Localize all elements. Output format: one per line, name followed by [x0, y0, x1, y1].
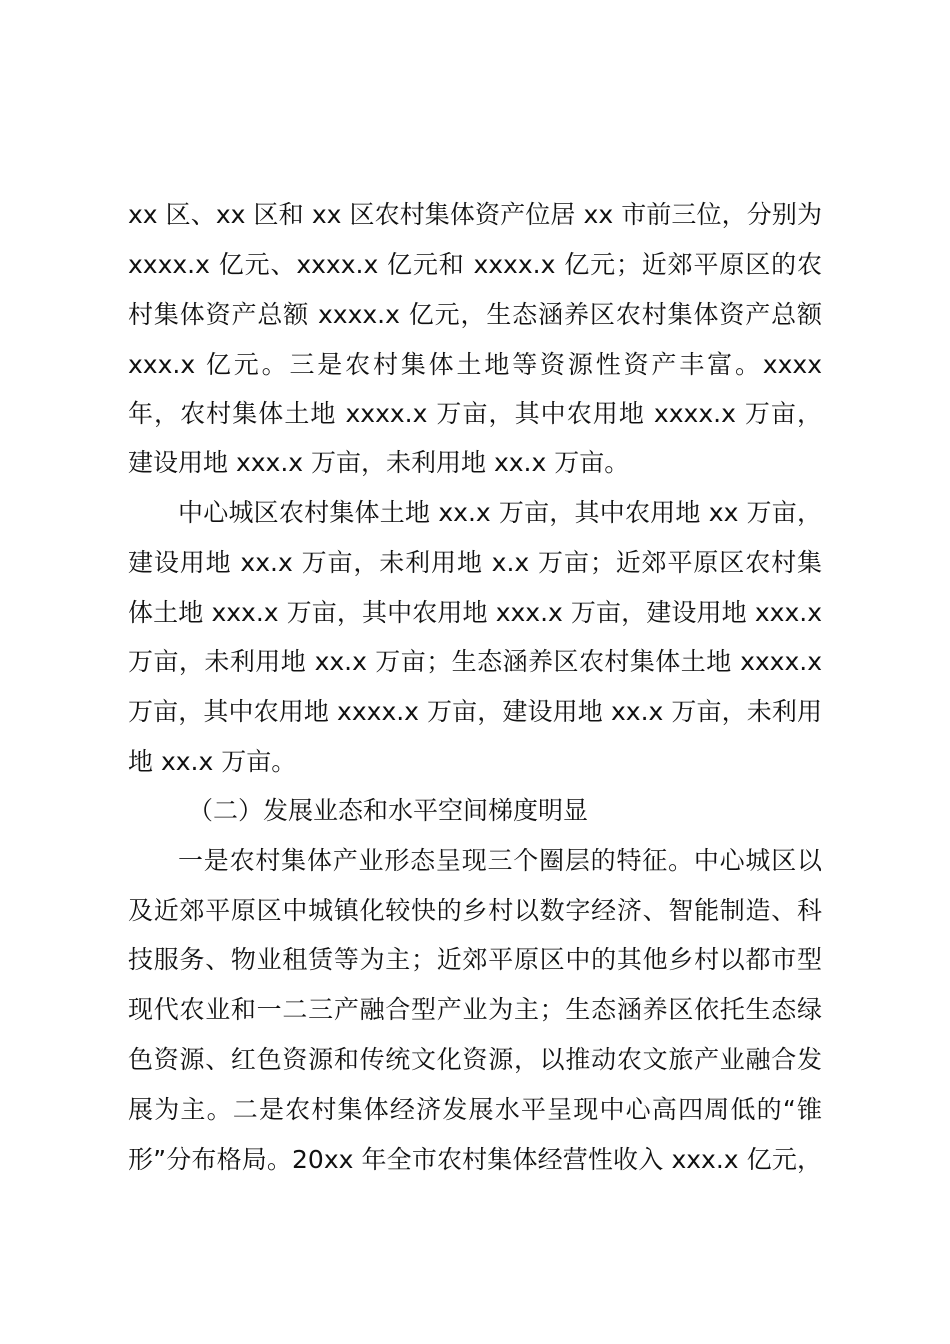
paragraph-line: 地 xx.x 万亩。 — [128, 747, 297, 776]
paragraph-line: 年，农村集体土地 xxxx.x 万亩，其中农用地 xxxx.x 万亩， — [128, 399, 822, 428]
paragraph-line: 村集体资产总额 xxxx.x 亿元，生态涵养区农村集体资产总额 — [128, 300, 822, 329]
paragraph-line: xxx.x 亿元。三是农村集体土地等资源性资产丰富。xxxx — [128, 350, 822, 379]
paragraph-line: 形”分布格局。20xx 年全市农村集体经营性收入 xxx.x 亿元， — [128, 1145, 822, 1174]
paragraph-line: 色资源、红色资源和传统文化资源，以推动农文旅产业融合发 — [128, 1045, 822, 1074]
paragraph-line: 万亩，其中农用地 xxxx.x 万亩，建设用地 xx.x 万亩，未利用 — [128, 697, 822, 726]
paragraph-line: 一是农村集体产业形态呈现三个圈层的特征。中心城区以 — [178, 846, 822, 875]
paragraph-line: 体土地 xxx.x 万亩，其中农用地 xxx.x 万亩，建设用地 xxx.x — [128, 598, 822, 627]
paragraph-line: 建设用地 xx.x 万亩，未利用地 x.x 万亩；近郊平原区农村集 — [128, 548, 822, 577]
paragraph-line: 技服务、物业租赁等为主；近郊平原区中的其他乡村以都市型 — [128, 945, 822, 974]
paragraph-line: xx 区、xx 区和 xx 区农村集体资产位居 xx 市前三位，分别为 — [128, 200, 822, 229]
paragraph-line: 及近郊平原区中城镇化较快的乡村以数字经济、智能制造、科 — [128, 896, 822, 925]
paragraph-line: 万亩，未利用地 xx.x 万亩；生态涵养区农村集体土地 xxxx.x — [128, 647, 822, 676]
section-heading: （二）发展业态和水平空间梯度明显 — [188, 796, 589, 825]
paragraph-line: xxxx.x 亿元、xxxx.x 亿元和 xxxx.x 亿元；近郊平原区的农 — [128, 250, 822, 279]
paragraph-line: 现代农业和一二三产融合型产业为主；生态涵养区依托生态绿 — [128, 995, 822, 1024]
paragraph-line: 中心城区农村集体土地 xx.x 万亩，其中农用地 xx 万亩， — [178, 498, 822, 527]
paragraph-line: 展为主。二是农村集体经济发展水平呈现中心高四周低的“锥 — [128, 1095, 822, 1124]
paragraph-line: 建设用地 xxx.x 万亩，未利用地 xx.x 万亩。 — [128, 448, 630, 477]
